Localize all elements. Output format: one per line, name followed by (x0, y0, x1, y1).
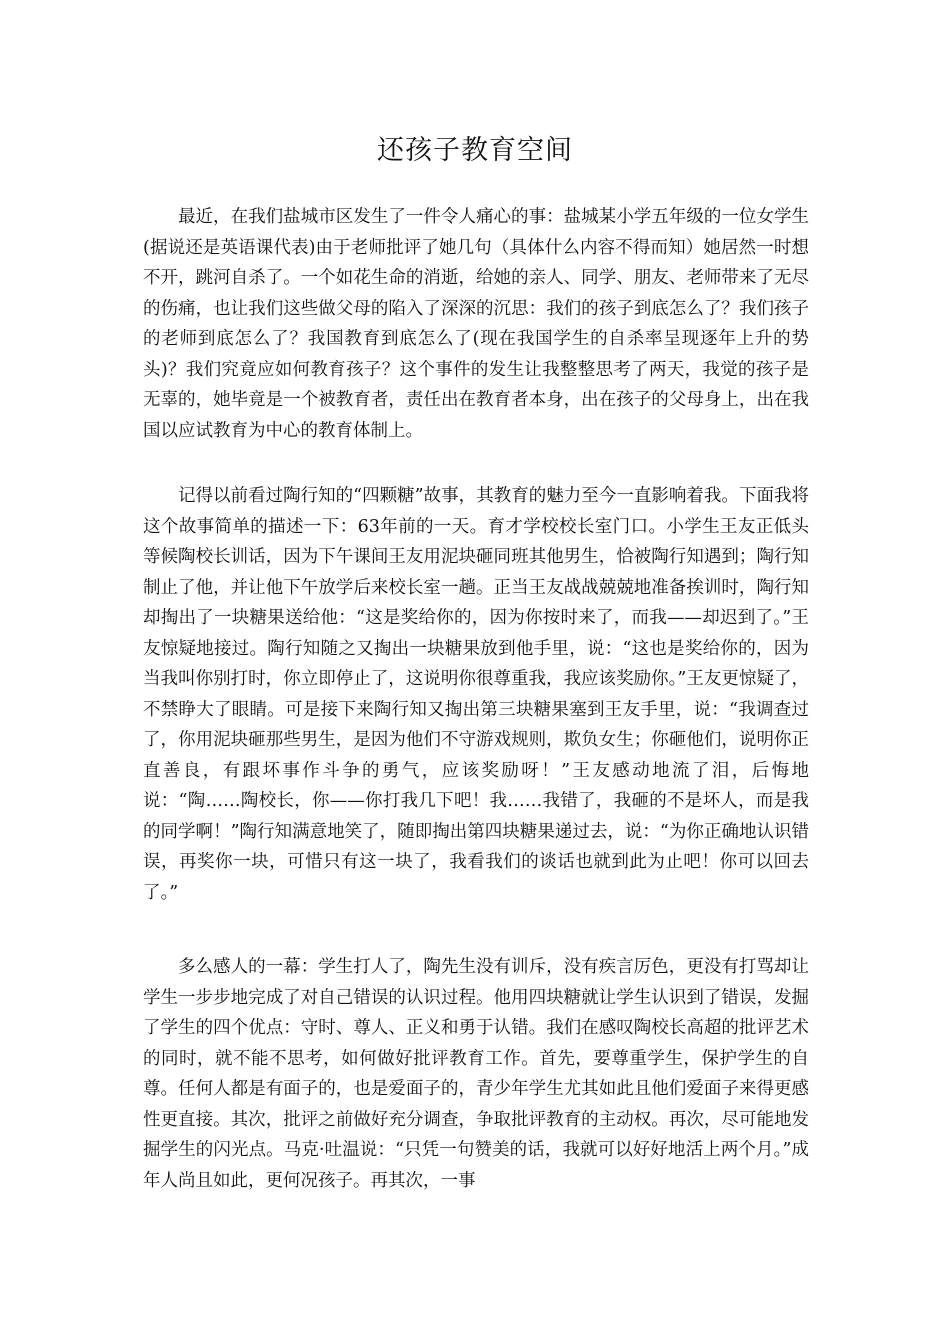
paragraph-1: 最近，在我们盐城市区发生了一件令人痛心的事：盐城某小学五年级的一位女学生(据说还是英语课代表)由于老师批评了她几句（具体什么内容不得而知）她居然一时想不开，跳河自杀了。一个如花生命的消逝，给她的亲人、同学、朋友、老师带来了无尽的伤痛，也让我们这些做父母的陷入了深深的沉思：我们的孩子到底怎么了？我们孩子的老师到底怎么了？我国教育到底怎么了(现在我国学生的自杀率呈现逐年上升的势头)？我们究竟应如何教育孩子？这个事件的发生让我整整思考了两天，我觉的孩子是无辜的，她毕竟是一个被教育者，责任出在教育者本身，出在孩子的父母身上，出在我国以应试教育为中心的教育体制上。 (143, 207, 809, 441)
paragraph-3: 多么感人的一幕：学生打人了，陶先生没有训斥，没有疾言厉色，更没有打骂却让学生一步步地完成了对自己错误的认识过程。他用四块糖就让学生认识到了错误，发掘了学生的四个优点：守时、尊人、正义和勇于认错。我们在感叹陶校长高超的批评艺术的同时，就不能不思考，如何做好批评教育工作。首先，要尊重学生，保护学生的自尊。任何人都是有面子的，也是爱面子的，青少年学生尤其如此且他们爱面子来得更感性更直接。其次，批评之前做好充分调查，争取批评教育的主动权。再次，尽可能地发掘学生的闪光点。马克·吐温说：“只凭一句赞美的话，我就可以好好地活上两个月。”成年人尚且如此，更何况孩子。再其次，一事 (143, 957, 809, 1191)
document-title: 还孩子教育空间 (377, 135, 573, 166)
paragraph-2: 记得以前看过陶行知的“四颗糖”故事，其教育的魅力至今一直影响着我。下面我将这个故事简单的描述一下：63年前的一天。育才学校校长室门口。小学生王友正低头等候陶校长训话，因为下午课间王友用泥块砸同班其他男生，恰被陶行知遇到；陶行知制止了他，并让他下午放学后来校长室一趟。正当王友战战兢兢地准备挨训时，陶行知却掏出了一块糖果送给他：“这是奖给你的，因为你按时来了，而我——却迟到了。”王友惊疑地接过。陶行知随之又掏出一块糖果放到他手里，说：“这也是奖给你的，因为当我叫你别打时，你立即停止了，这说明你很尊重我，我应该奖励你。”王友更惊疑了，不禁睁大了眼睛。可是接下来陶行知又掏出第三块糖果塞到王友手里，说：“我调查过了，你用泥块砸那些男生，是因为他们不守游戏规则，欺负女生；你砸他们，说明你正直善良，有跟坏事作斗争的勇气，应该奖励呀！”王友感动地流了泪，后悔地说：“陶……陶校长，你——你打我几下吧！我……我错了，我砸的不是坏人，而是我的同学啊！”陶行知满意地笑了，随即掏出第四块糖果递过去，说：“为你正确地认识错误，再奖你一块，可惜只有这一块了，我看我们的谈话也就到此为止吧！你可以回去了。” (143, 486, 809, 903)
